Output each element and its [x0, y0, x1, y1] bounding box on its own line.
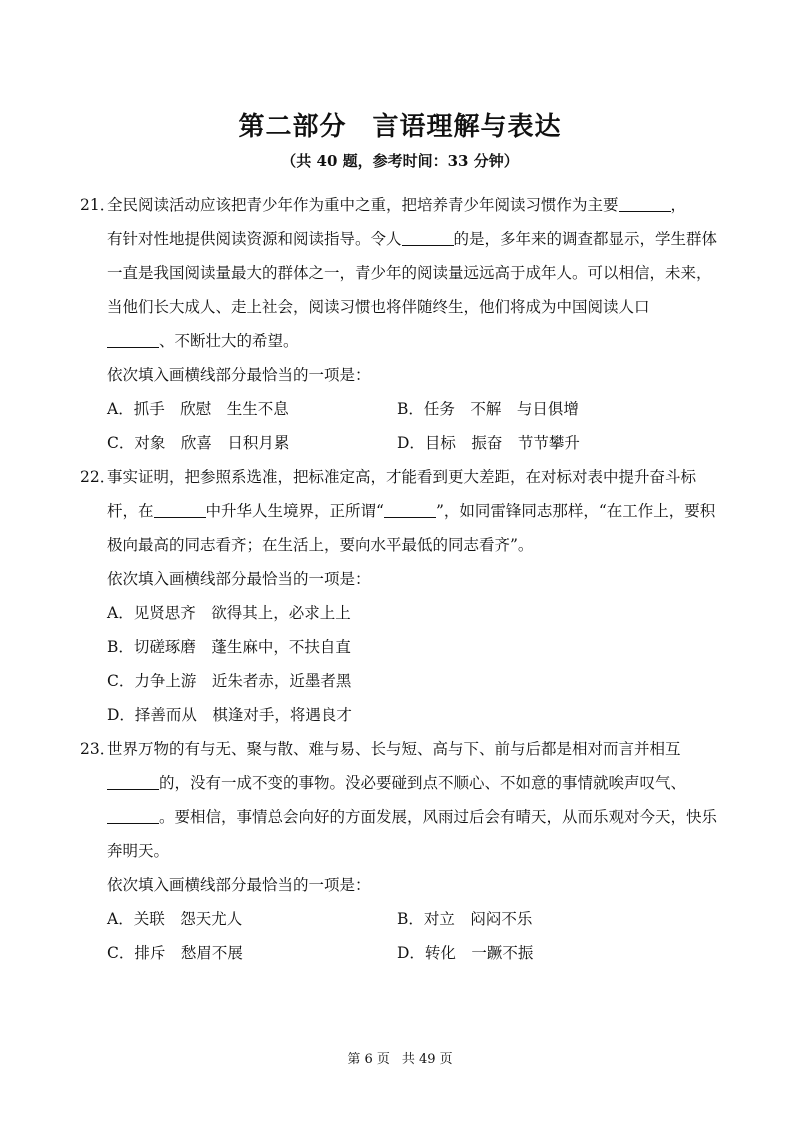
question-23	[80, 732, 720, 868]
blank-line	[107, 807, 159, 824]
option-a[interactable]: A．见贤思齐 欲得其上，必求上上	[107, 604, 351, 622]
option-a[interactable]: A．抓手 欣慰 生生不息	[107, 400, 289, 418]
blank-line	[384, 501, 436, 518]
question-number: 23．	[80, 740, 116, 758]
option-c[interactable]: C．排斥 愁眉不展	[107, 944, 243, 962]
page-footer	[0, 1048, 800, 1067]
options-group	[80, 596, 720, 732]
section-subtitle: （共 40 题，参考时间：33 分钟）	[281, 152, 519, 170]
option-d[interactable]: D．择善而从 棋逢对手，将遇良才	[107, 706, 352, 724]
options-group	[80, 902, 720, 970]
blank-line	[402, 229, 454, 246]
question-number: 22．	[80, 468, 116, 486]
option-c[interactable]: C．对象 欣喜 日积月累	[107, 434, 290, 452]
blank-line	[619, 195, 671, 212]
option-d[interactable]: D．目标 振奋 节节攀升	[397, 434, 580, 452]
blank-line	[107, 773, 159, 790]
questions-area	[80, 188, 720, 970]
question-22	[80, 460, 720, 562]
section-part-label: 第二部分	[238, 112, 347, 142]
question-instruction: 依次填入画横线部分最恰当的一项是：	[107, 570, 371, 588]
question-number: 21．	[80, 196, 116, 214]
section-title	[0, 106, 800, 143]
option-c[interactable]: C．力争上游 近朱者赤，近墨者黑	[107, 672, 352, 690]
page-total: 共 49 页	[401, 1052, 453, 1067]
option-b[interactable]: B．对立 闷闷不乐	[397, 910, 533, 928]
option-a[interactable]: A．关联 怨天尤人	[107, 910, 243, 928]
question-stem: 事实证明，把参照系选准，把标准定高，才能看到更大差距，在对标对表中提升奋斗标杆，在 中升华人生境界，正所谓“ ”，如同雷锋同志那样，“在工作上，要积极向最高的同志看齐；在生活上，要向水平最低的同志看齐”。	[107, 468, 716, 554]
option-b[interactable]: B．切磋琢磨 蓬生麻中，不扶自直	[107, 638, 351, 656]
question-instruction: 依次填入画横线部分最恰当的一项是：	[107, 366, 371, 384]
question-stem: 世界万物的有与无、聚与散、难与易、长与短、高与下、前与后都是相对而言并相互 的，没有一成不变的事物。没必要碰到点不顺心、不如意的事情就唉声叹气、 。要相信，事情总会向好的方面发展，风雨过后会有晴天，从而乐观对今天，快乐奔明天。	[107, 740, 718, 860]
option-b[interactable]: B．任务 不解 与日俱增	[397, 400, 579, 418]
page-number: 第 6 页	[347, 1052, 390, 1067]
question-21	[80, 188, 720, 358]
option-d[interactable]: D．转化 一蹶不振	[397, 944, 534, 962]
section-name: 言语理解与表达	[372, 112, 562, 142]
blank-line	[107, 331, 159, 348]
blank-line	[154, 501, 206, 518]
options-group	[80, 392, 720, 460]
question-stem: 全民阅读活动应该把青少年作为重中之重，把培养青少年阅读习惯作为主要 ， 有针对性地提供阅读资源和阅读指导。令人 的是，多年来的调查都显示，学生群体一直是我国阅读量最大的群体之一，青少年的阅读量远远高于成年人。可以相信，未来，当他们长大成人、走上社会，阅读习惯也将伴随终生，他们将成为中国阅读人口 、不断壮大的希望。	[107, 196, 718, 350]
question-instruction: 依次填入画横线部分最恰当的一项是：	[107, 876, 371, 894]
